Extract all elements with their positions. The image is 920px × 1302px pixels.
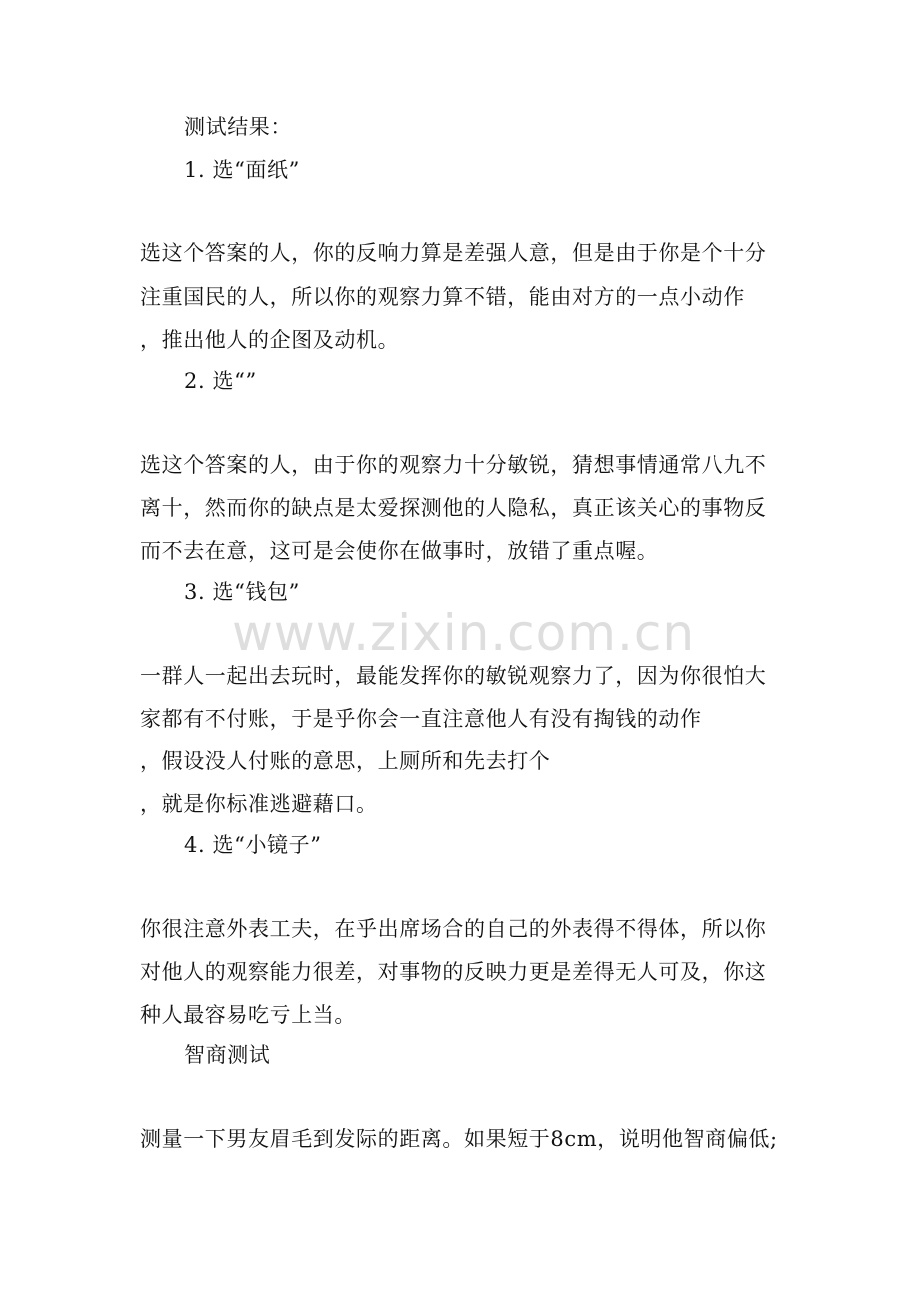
option-heading: 4. 选“小镜子” [184, 833, 322, 857]
option-heading: 1. 选“面纸” [184, 158, 300, 182]
paragraph-line: ，假设没人付账的意思，上厕所和先去打个 [140, 749, 551, 773]
paragraph-line: 对他人的观察能力很差，对事物的反映力更是差得无人可及，你这 [140, 960, 767, 984]
paragraph-line: 而不去在意，这可是会使你在做事时，放错了重点喔。 [140, 539, 659, 563]
paragraph-line: 选这个答案的人，由于你的观察力十分敏锐，猜想事情通常八九不 [140, 453, 767, 477]
paragraph-line: 注重国民的人，所以你的观察力算不错，能由对方的一点小动作 [140, 285, 745, 309]
watermark: www.zixin.com.cn [232, 604, 696, 662]
paragraph-line: 家都有不付账，于是乎你会一直注意他人有没有掏钱的动作 [140, 707, 702, 731]
paragraph-line: 你很注意外表工夫，在乎出席场合的自己的外表得不得体，所以你 [140, 917, 767, 941]
section-heading: 测试结果： [184, 115, 292, 139]
paragraph-line: ，推出他人的企图及动机。 [140, 328, 400, 352]
paragraph-line: 种人最容易吃亏上当。 [140, 1003, 356, 1027]
option-heading: 3. 选“钱包” [184, 580, 300, 604]
section-heading: 智商测试 [184, 1043, 271, 1067]
paragraph-line: 一群人一起出去玩时，最能发挥你的敏锐观察力了，因为你很怕大 [140, 664, 767, 688]
paragraph-line: 离十，然而你的缺点是太爱探测他的人隐私，真正该关心的事物反 [140, 496, 767, 520]
option-heading: 2. 选“” [184, 369, 257, 393]
paragraph-line: 测量一下男友眉毛到发际的距离。如果短于8cm，说明他智商偏低; [140, 1127, 778, 1151]
paragraph-line: ，就是你标准逃避藉口。 [140, 792, 378, 816]
paragraph-line: 选这个答案的人，你的反响力算是差强人意，但是由于你是个十分 [140, 241, 767, 265]
